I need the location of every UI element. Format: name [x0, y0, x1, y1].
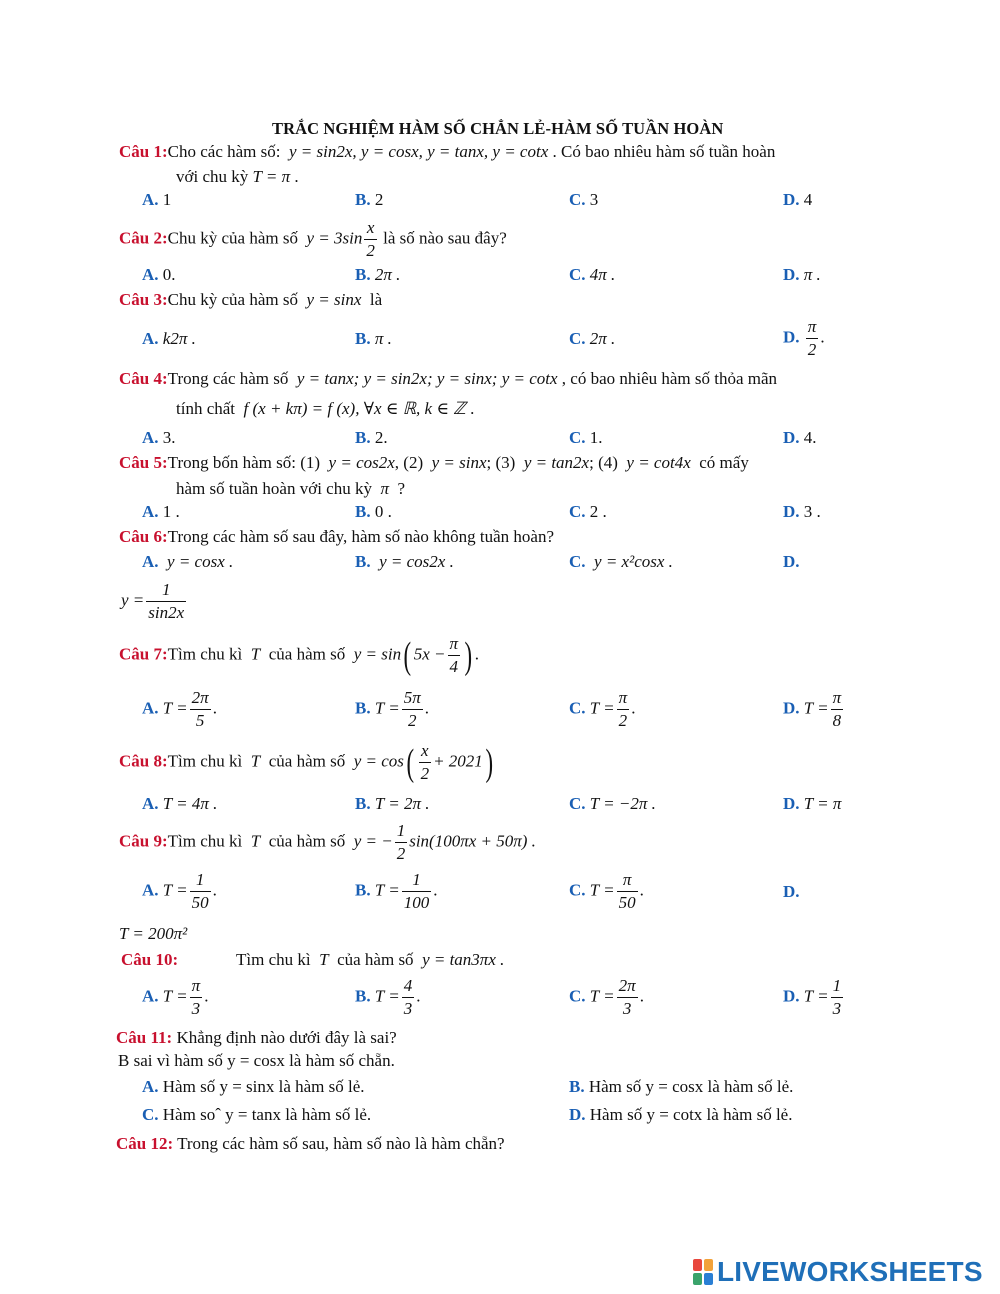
q3-option-b[interactable]: B. π .	[355, 329, 392, 348]
question-12: Câu 12: Trong các hàm số sau, hàm số nào là hàm chẵn?	[116, 1134, 505, 1153]
q5-option-d[interactable]: D. 3 .	[783, 502, 821, 521]
q3-option-d[interactable]: D. $\frac{\pi}{2}$ .	[783, 317, 825, 359]
q10-option-c[interactable]: C. T = $\frac{2\pi}{3}$ .	[569, 976, 644, 1018]
q2-option-a[interactable]: A. 0.	[142, 265, 176, 284]
question-10-text: Tìm chu kì T của hàm số y = tan3πx .	[236, 950, 505, 969]
q7-option-b[interactable]: B. T = $\frac{5\pi}{2}$ .	[355, 688, 429, 730]
brand-name: LIVEWORKSHEETS	[717, 1256, 983, 1287]
q11-option-a[interactable]: A. Hàm số y = sinx là hàm số lẻ.	[142, 1077, 365, 1096]
q3-option-c[interactable]: C. 2π .	[569, 329, 616, 348]
question-4-line2: tính chất f (x + kπ) = f (x), ∀x ∈ ℝ, k ∈ ℤ .	[176, 399, 475, 418]
q1-option-d[interactable]: D. 4	[783, 190, 813, 209]
q10-option-d[interactable]: D. T = $\frac{1}{3}$	[783, 976, 842, 1018]
q6-option-d[interactable]: D.	[783, 552, 800, 571]
q6-option-a[interactable]: A. y = cosx .	[142, 552, 234, 571]
q7-option-c[interactable]: C. T = $\frac{\pi}{2}$ .	[569, 688, 636, 730]
question-8: Câu 8:Tìm chu kì T của hàm số y = cos( $\frac{x}{2}$ + 2021)	[119, 741, 493, 784]
q9-option-d[interactable]: D.	[783, 882, 800, 901]
page-title: TRẮC NGHIỆM HÀM SỐ CHẲN LẺ-HÀM SỐ TUẦN HOÀN	[272, 119, 724, 138]
q10-option-a[interactable]: A. T = $\frac{\pi}{3}$ .	[142, 976, 209, 1018]
q1-option-c[interactable]: C. 3	[569, 190, 599, 209]
q1-option-b[interactable]: B. 2	[355, 190, 384, 209]
q8-option-c[interactable]: C. T = −2π .	[569, 794, 656, 813]
brand-icon	[693, 1259, 713, 1285]
question-11: Câu 11: Khẳng định nào dưới đây là sai?	[116, 1028, 397, 1047]
q8-option-d[interactable]: D. T = π	[783, 794, 842, 813]
q7-option-d[interactable]: D. T = $\frac{\pi}{8}$	[783, 688, 842, 730]
question-10: Câu 10:	[121, 950, 179, 969]
question-2: Câu 2:Chu kỳ của hàm số y = 3sin $\frac{x}{2}$ là số nào sau đây?	[119, 218, 507, 260]
q6-option-b[interactable]: B. y = cos2x .	[355, 552, 454, 571]
q2-option-c[interactable]: C. 4π .	[569, 265, 616, 284]
q10-option-b[interactable]: B. T = $\frac{4}{3}$ .	[355, 976, 421, 1018]
q2-option-b[interactable]: B. 2π .	[355, 265, 401, 284]
brand-logo[interactable]	[693, 1256, 983, 1288]
question-1: Câu 1:Cho các hàm số: y = sin2x, y = cosx, y = tanx, y = cotx . Có bao nhiêu hàm số tuần hoàn	[119, 142, 776, 161]
q3-option-a[interactable]: A. k2π .	[142, 329, 196, 348]
q8-option-b[interactable]: B. T = 2π .	[355, 794, 430, 813]
q5-option-b[interactable]: B. 0 .	[355, 502, 392, 521]
question-5: Câu 5:Trong bốn hàm số: (1) y = cos2x, (2) y = sinx; (3) y = tan2x; (4) y = cot4x có mấy	[119, 453, 749, 472]
q7-option-a[interactable]: A. T = $\frac{2\pi}{5}$ .	[142, 688, 217, 730]
question-7: Câu 7:Tìm chu kì T của hàm số y = sin( 5x − $\frac{\pi}{4}$ ) .	[119, 634, 479, 677]
q4-option-a[interactable]: A. 3.	[142, 428, 176, 447]
q6-option-d-value: y = $\frac{1}{\sin 2x}$	[121, 580, 185, 622]
q11-option-d[interactable]: D. Hàm số y = cotx là hàm số lẻ.	[569, 1105, 793, 1124]
question-11-note: B sai vì hàm số y = cosx là hàm số chẵn.	[118, 1051, 395, 1070]
question-3: Câu 3:Chu kỳ của hàm số y = sinx là	[119, 290, 383, 309]
question-1-line2: với chu kỳ T = π .	[176, 167, 299, 186]
q1-option-a[interactable]: A. 1	[142, 190, 172, 209]
q2-option-d[interactable]: D. π .	[783, 265, 821, 284]
q11-option-c[interactable]: C. Hàm soˆ y = tanx là hàm số lẻ.	[142, 1105, 372, 1124]
q6-option-c[interactable]: C. y = x²cosx .	[569, 552, 673, 571]
question-label: Câu 1:	[119, 142, 168, 161]
question-6: Câu 6:Trong các hàm số sau đây, hàm số nào không tuần hoàn?	[119, 527, 555, 546]
q9-option-a[interactable]: A. T = $\frac{1}{50}$ .	[142, 870, 217, 912]
q9-option-b[interactable]: B. T = $\frac{1}{100}$ .	[355, 870, 438, 912]
q4-option-c[interactable]: C. 1.	[569, 428, 603, 447]
q5-option-a[interactable]: A. 1 .	[142, 502, 180, 521]
question-5-line2: hàm số tuần hoàn với chu kỳ π ?	[176, 479, 406, 498]
q9-option-c[interactable]: C. T = $\frac{\pi}{50}$ .	[569, 870, 644, 912]
q9-option-d-value: T = 200π²	[119, 924, 188, 943]
q8-option-a[interactable]: A. T = 4π .	[142, 794, 218, 813]
q11-option-b[interactable]: B. Hàm số y = cosx là hàm số lẻ.	[569, 1077, 794, 1096]
q5-option-c[interactable]: C. 2 .	[569, 502, 607, 521]
q4-option-b[interactable]: B. 2.	[355, 428, 388, 447]
q4-option-d[interactable]: D. 4.	[783, 428, 817, 447]
question-9: Câu 9:Tìm chu kì T của hàm số y = − $\frac{1}{2}$ sin(100πx + 50π) .	[119, 821, 536, 863]
question-4: Câu 4:Trong các hàm số y = tanx; y = sin2x; y = sinx; y = cotx , có bao nhiêu hàm số thỏa mãn	[119, 369, 778, 388]
